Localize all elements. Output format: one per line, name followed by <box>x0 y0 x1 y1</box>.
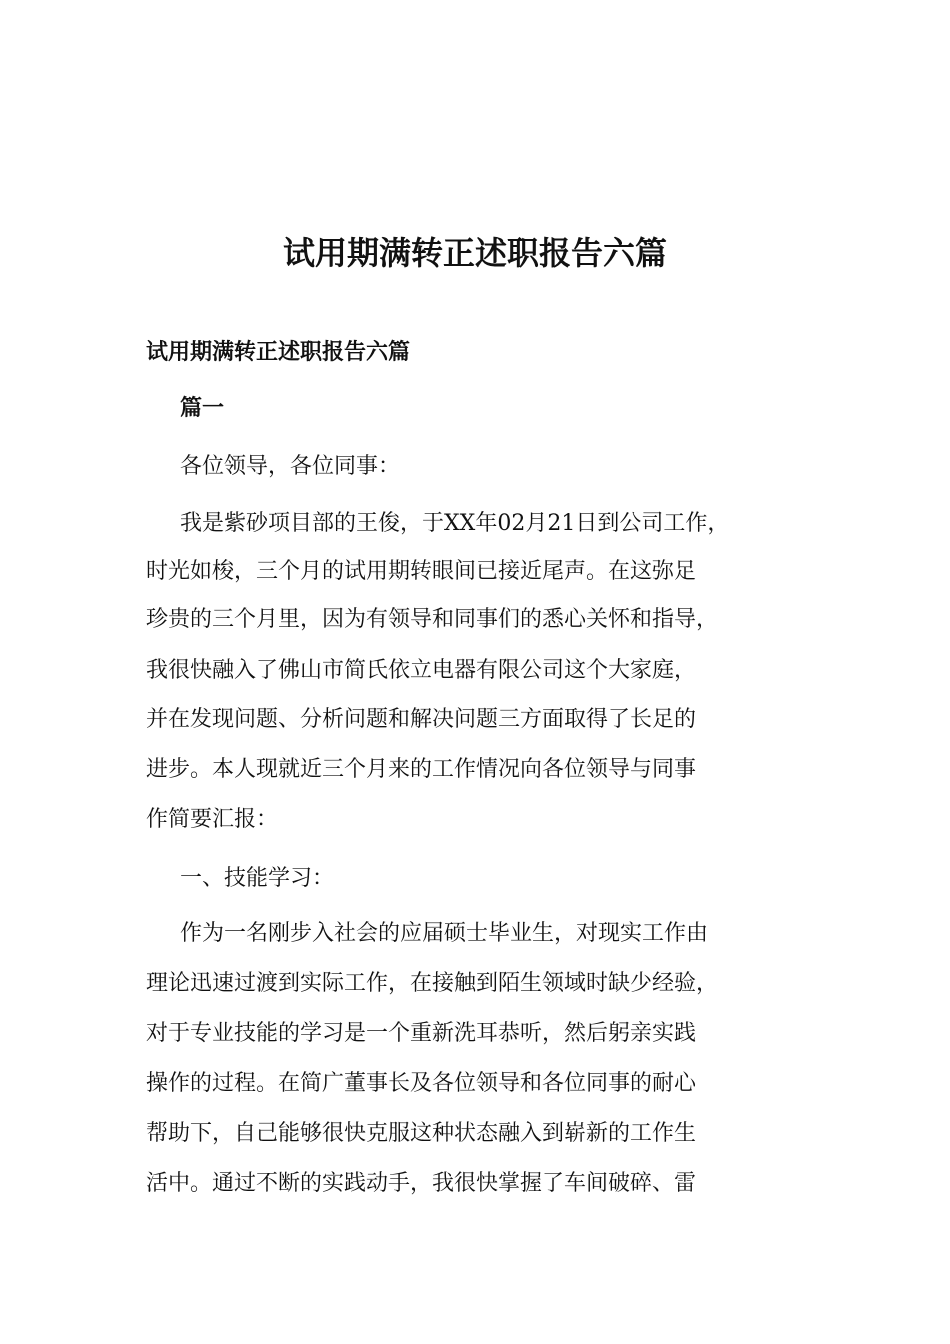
paragraph-line: 并在发现问题、分析问题和解决问题三方面取得了长足的 <box>146 707 697 732</box>
paragraph-line: 时光如梭，三个月的试用期转眼间已接近尾声。在这弥足 <box>146 559 697 584</box>
section-heading: 篇一 <box>180 395 225 421</box>
paragraph-line: 作为一名刚步入社会的应届硕士毕业生，对现实工作由 <box>180 921 709 946</box>
salutation-line: 各位领导，各位同事： <box>180 454 401 479</box>
paragraph-line: 进步。本人现就近三个月来的工作情况向各位领导与同事 <box>146 757 697 782</box>
paragraph-line: 活中。通过不断的实践动手，我很快掌握了车间破碎、雷 <box>146 1171 697 1196</box>
paragraph-line: 帮助下，自己能够很快克服这种状态融入到崭新的工作生 <box>146 1121 697 1146</box>
paragraph-line: 作简要汇报： <box>146 807 279 832</box>
paragraph-line: 理论迅速过渡到实际工作，在接触到陌生领域时缺少经验， <box>146 971 719 996</box>
paragraph-line: 珍贵的三个月里，因为有领导和同事们的悉心关怀和指导， <box>146 607 719 632</box>
paragraph-line: 我很快融入了佛山市简氏依立电器有限公司这个大家庭， <box>146 658 697 683</box>
document-title: 试用期满转正述职报告六篇 <box>282 234 667 272</box>
paragraph-line: 我是紫砂项目部的王俊，于XX年02月21日到公司工作， <box>180 511 730 536</box>
paragraph-line: 对于专业技能的学习是一个重新洗耳恭听，然后躬亲实践 <box>146 1021 697 1046</box>
paragraph-line: 操作的过程。在简广董事长及各位领导和各位同事的耐心 <box>146 1071 697 1096</box>
document-subtitle: 试用期满转正述职报告六篇 <box>146 339 411 365</box>
section-subheading: 一、技能学习： <box>180 866 335 891</box>
